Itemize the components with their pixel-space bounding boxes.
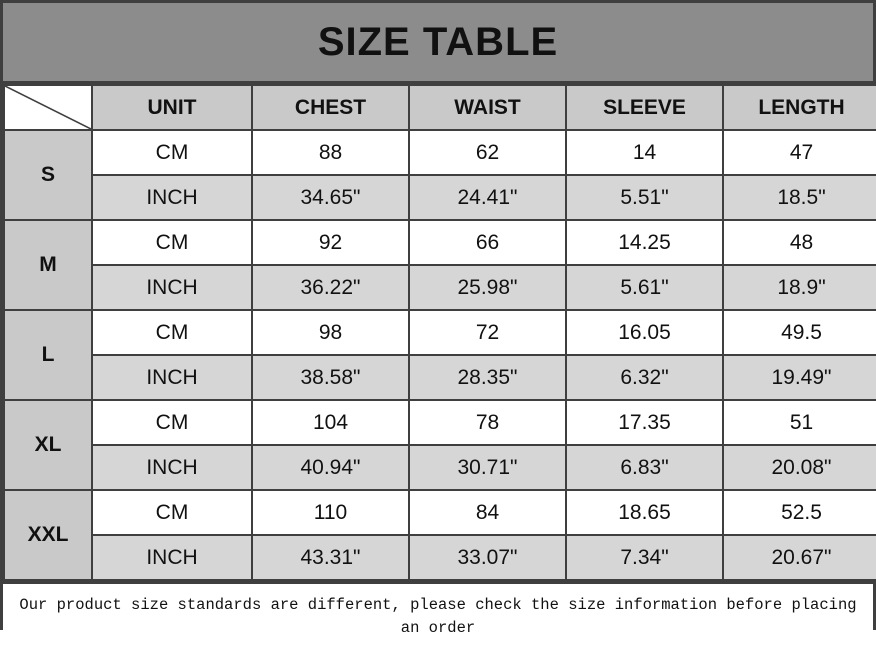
unit-label-cm: CM [92,490,252,535]
cell-xl-cm-waist: 78 [409,400,566,445]
cell-xxl-inch-waist: 33.07" [409,535,566,580]
table-row [4,535,876,580]
cell-xxl-cm-length: 52.5 [723,490,876,535]
table-row [4,445,876,490]
title-bar [3,3,873,84]
cell-xl-cm-chest: 104 [252,400,409,445]
table-row [4,265,876,310]
column-header-length: LENGTH [723,85,876,130]
table-row [4,400,876,445]
cell-l-cm-chest: 98 [252,310,409,355]
cell-l-cm-sleeve: 16.05 [566,310,723,355]
table-row [4,175,876,220]
table-body [4,130,876,580]
cell-l-inch-waist: 28.35" [409,355,566,400]
cell-xxl-cm-waist: 84 [409,490,566,535]
corner-cell [4,85,92,130]
cell-xl-inch-sleeve: 6.83" [566,445,723,490]
cell-m-cm-waist: 66 [409,220,566,265]
cell-l-inch-length: 19.49" [723,355,876,400]
size-label-xl: XL [4,400,92,490]
table-row [4,355,876,400]
unit-label-cm: CM [92,130,252,175]
diagonal-divider-icon [5,86,91,129]
unit-label-cm: CM [92,400,252,445]
size-label-xxl: XXL [4,490,92,580]
cell-l-cm-length: 49.5 [723,310,876,355]
unit-label-cm: CM [92,310,252,355]
size-label-m: M [4,220,92,310]
column-header-waist: WAIST [409,85,566,130]
cell-s-cm-length: 47 [723,130,876,175]
cell-m-cm-sleeve: 14.25 [566,220,723,265]
cell-s-inch-length: 18.5" [723,175,876,220]
cell-xl-inch-length: 20.08" [723,445,876,490]
unit-label-inch: INCH [92,445,252,490]
cell-xl-cm-sleeve: 17.35 [566,400,723,445]
unit-label-inch: INCH [92,175,252,220]
unit-label-inch: INCH [92,355,252,400]
cell-xxl-cm-chest: 110 [252,490,409,535]
cell-l-cm-waist: 72 [409,310,566,355]
header-row [4,85,876,130]
cell-xxl-cm-sleeve: 18.65 [566,490,723,535]
size-label-l: L [4,310,92,400]
cell-s-inch-chest: 34.65" [252,175,409,220]
table-row [4,130,876,175]
cell-m-cm-length: 48 [723,220,876,265]
cell-xl-inch-waist: 30.71" [409,445,566,490]
cell-s-inch-sleeve: 5.51" [566,175,723,220]
cell-m-inch-sleeve: 5.61" [566,265,723,310]
size-label-s: S [4,130,92,220]
cell-s-cm-sleeve: 14 [566,130,723,175]
cell-xxl-inch-chest: 43.31" [252,535,409,580]
cell-s-cm-chest: 88 [252,130,409,175]
cell-s-cm-waist: 62 [409,130,566,175]
size-table [3,84,876,581]
table-row [4,220,876,265]
column-header-unit: UNIT [92,85,252,130]
unit-label-cm: CM [92,220,252,265]
size-disclaimer-note: Our product size standards are different, please check the size information before placing an order [3,581,873,653]
table-row [4,310,876,355]
cell-xl-cm-length: 51 [723,400,876,445]
cell-m-inch-length: 18.9" [723,265,876,310]
cell-xxl-inch-length: 20.67" [723,535,876,580]
cell-m-inch-waist: 25.98" [409,265,566,310]
page-title: SIZE TABLE [317,19,559,64]
column-header-chest: CHEST [252,85,409,130]
cell-l-inch-chest: 38.58" [252,355,409,400]
cell-xxl-inch-sleeve: 7.34" [566,535,723,580]
cell-l-inch-sleeve: 6.32" [566,355,723,400]
column-header-sleeve: SLEEVE [566,85,723,130]
unit-label-inch: INCH [92,535,252,580]
unit-label-inch: INCH [92,265,252,310]
cell-m-inch-chest: 36.22" [252,265,409,310]
table-row [4,490,876,535]
table-header [4,85,876,130]
cell-s-inch-waist: 24.41" [409,175,566,220]
cell-xl-inch-chest: 40.94" [252,445,409,490]
cell-m-cm-chest: 92 [252,220,409,265]
